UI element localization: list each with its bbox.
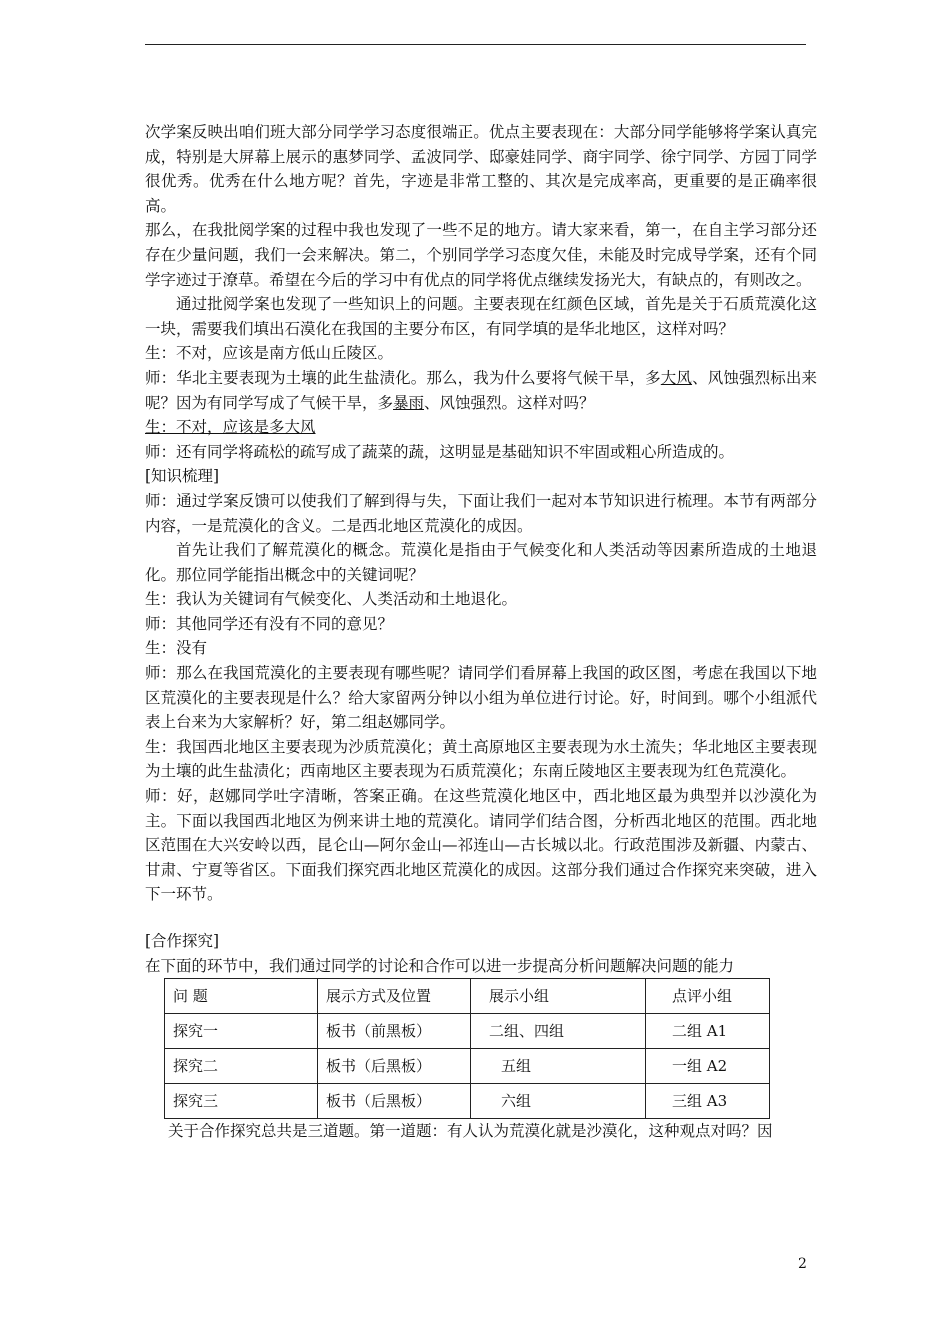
- teacher-line: 师：其他同学还有没有不同的意见？: [145, 614, 394, 633]
- underlined-text: 大风: [660, 368, 693, 387]
- table-cell: 一组 A2: [646, 1049, 770, 1084]
- table-cell: 二组、四组: [471, 1014, 646, 1049]
- table-header-cell: 展示小组: [471, 979, 646, 1014]
- table-cell: 三组 A3: [646, 1084, 770, 1119]
- underlined-text: 暴雨: [393, 393, 425, 412]
- page-number: 2: [798, 1256, 807, 1272]
- paragraph: 关于合作探究总共是三道题。第一道题：有人认为荒漠化就是沙漠化，这种观点对吗？因: [168, 1122, 773, 1141]
- table-row: [165, 1084, 770, 1119]
- section-heading: [合作探究]: [145, 932, 220, 950]
- text-run: 、风蚀强烈标出来呢？因为有同学写成了气候干旱，多: [145, 368, 817, 412]
- table-cell: 探究三: [165, 1084, 318, 1119]
- paragraph: 通过批阅学案也发现了一些知识上的问题。主要表现在红颜色区域，首先是关于石质荒漠化这一块，需要我们填出石漠化在我国的主要分布区，有同学填的是华北地区，这样对吗？: [145, 295, 817, 338]
- paragraph: 首先让我们了解荒漠化的概念。荒漠化是指由于气候变化和人类活动等因素所造成的土地退化。那位同学能指出概念中的关键词呢？: [145, 541, 817, 584]
- table-cell: 板书（后黑板）: [318, 1084, 471, 1119]
- text-run: 师：华北主要表现为土壤的此生盐渍化。那么，我为什么要将气候干旱，多: [145, 368, 661, 387]
- header-rule: [145, 44, 806, 45]
- table-row: [165, 1049, 770, 1084]
- paragraph: 在下面的环节中，我们通过同学的讨论和合作可以进一步提高分析问题解决问题的能力: [145, 956, 735, 975]
- spacer: [145, 907, 817, 929]
- student-line: [145, 415, 817, 440]
- underlined-text: 大风: [284, 418, 316, 437]
- table-cell: 五组: [471, 1049, 646, 1084]
- table-header-cell: 问 题: [165, 979, 318, 1014]
- student-line: 生：没有: [145, 639, 208, 658]
- teacher-line: 师：还有同学将疏松的疏写成了蔬菜的蔬，这明显是基础知识不牢固或粗心所造成的。: [145, 442, 735, 461]
- teacher-line: [145, 366, 817, 415]
- document-body: [145, 120, 817, 1144]
- cooperation-table: [164, 978, 770, 1119]
- table-cell: 探究一: [165, 1014, 318, 1049]
- teacher-line: 师：那么在我国荒漠化的主要表现有哪些呢？请同学们看屏幕上我国的政区图，考虑在我国以下地区荒漠化的主要表现是什么？给大家留两分钟以小组为单位进行讨论。好，时间到。哪个小组派代表上台来为大家解析？好，第二组赵娜同学。: [145, 664, 817, 732]
- table-cell: 二组 A1: [646, 1014, 770, 1049]
- student-line: 生：不对，应该是南方低山丘陵区。: [145, 344, 394, 363]
- table-header-row: [165, 979, 770, 1014]
- table-row: [165, 1014, 770, 1049]
- text-run: 生：不对，应该是多: [145, 418, 285, 437]
- teacher-line: 师：通过学案反馈可以使我们了解到得与失，下面让我们一起对本节知识进行梳理。本节有两部分内容，一是荒漠化的含义。二是西北地区荒漠化的成因。: [145, 491, 817, 535]
- student-line: 生：我国西北地区主要表现为沙质荒漠化；黄土高原地区主要表现为水土流失；华北地区主要表现为土壤的此生盐渍化；西南地区主要表现为石质荒漠化；东南丘陵地区主要表现为红色荒漠化。: [145, 737, 817, 781]
- table-cell: 六组: [471, 1084, 646, 1119]
- section-heading: [知识梳理]: [145, 467, 220, 486]
- table-cell: 板书（前黑板）: [318, 1014, 471, 1049]
- teacher-line: 师：好，赵娜同学吐字清晰，答案正确。在这些荒漠化地区中，西北地区最为典型并以沙漠化为主。下面以我国西北地区为例来讲土地的荒漠化。请同学们结合图，分析西北地区的范围。西北地区范围在大兴安岭以西，昆仑山—阿尔金山—祁连山—古长城以北。行政范围涉及新疆、内蒙古、甘肃、宁夏等省区。下面我们探究西北地区荒漠化的成因。这部分我们通过合作探究来突破，进入下一环节。: [145, 787, 817, 904]
- table-header-cell: 点评小组: [646, 979, 770, 1014]
- table-cell: 板书（后黑板）: [318, 1049, 471, 1084]
- paragraph: 那么，在我批阅学案的过程中我也发现了一些不足的地方。请大家来看，第一，在自主学习部分还存在少量问题，我们一会来解决。第二，个别同学学习态度欠佳，未能及时完成导学案，还有个同学字迹过于潦草。希望在今后的学习中有优点的同学将优点继续发扬光大，有缺点的，有则改之。: [145, 221, 817, 289]
- table-cell: 探究二: [165, 1049, 318, 1084]
- paragraph: 次学案反映出咱们班大部分同学学习态度很端正。优点主要表现在：大部分同学能够将学案认真完成，特别是大屏幕上展示的惠梦同学、孟波同学、邸豪娃同学、商宇同学、徐宁同学、方园丁同学很优秀。优秀在什么地方呢？首先，字迹是非常工整的、其次是完成率高，更重要的是正确率很高。: [145, 123, 817, 215]
- student-line: 生：我认为关键词有气候变化、人类活动和土地退化。: [145, 590, 518, 609]
- text-run: 、风蚀强烈。这样对吗？: [424, 393, 595, 412]
- table-header-cell: 展示方式及位置: [318, 979, 471, 1014]
